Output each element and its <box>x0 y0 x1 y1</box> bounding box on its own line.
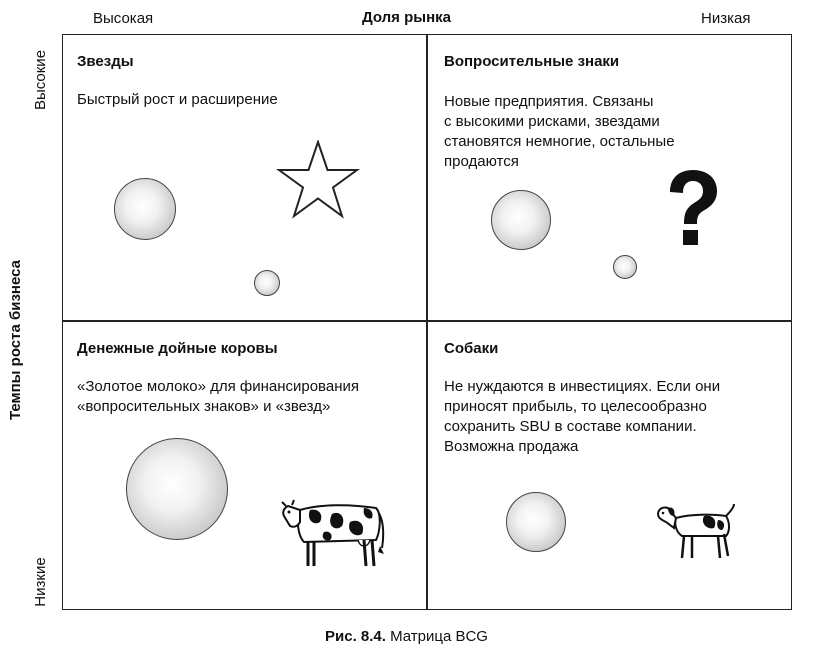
x-axis-title: Доля рынка <box>362 9 451 26</box>
question-marks-title: Вопросительные знаки <box>444 53 620 70</box>
x-axis-high-label: Высокая <box>93 10 154 27</box>
dogs-title: Собаки <box>444 340 499 357</box>
figure-number: Рис. 8.4. <box>325 628 386 645</box>
cash-cows-large-sphere <box>126 438 228 540</box>
cash-cows-title: Денежные дойные коровы <box>77 340 278 357</box>
stars-title: Звезды <box>77 53 134 70</box>
star-icon <box>276 140 360 220</box>
figure-title: Матрица BCG <box>385 628 488 645</box>
y-axis-title: Темпы роста бизнеса <box>7 259 24 421</box>
figure-caption <box>0 628 813 645</box>
question-mark-icon <box>662 168 722 248</box>
dog-icon <box>654 500 738 564</box>
cash-cows-description: «Золотое молоко» для финансирования «вопросительных знаков» и «звезд» <box>77 378 359 415</box>
dogs-description: Не нуждаются в инвестициях. Если они приносят прибыль, то целесообразно сохранить SBU в составе компании. Возможна продажа <box>444 378 721 455</box>
question-marks-description: Новые предприятия. Связаны с высокими рисками, звездами становятся немногие, остальные продаются <box>444 93 675 170</box>
stars-small-sphere <box>254 270 280 296</box>
x-axis-low-label: Низкая <box>701 10 751 27</box>
cow-icon <box>280 496 390 570</box>
matrix-horizontal-divider <box>62 320 792 322</box>
dogs-large-sphere <box>506 492 566 552</box>
question-marks-small-sphere <box>613 255 637 279</box>
stars-large-sphere <box>114 178 176 240</box>
y-axis-low-label: Низкие <box>32 557 49 607</box>
stars-description: Быстрый рост и расширение <box>77 91 278 108</box>
question-marks-large-sphere <box>491 190 551 250</box>
matrix-vertical-divider <box>426 34 428 610</box>
y-axis-high-label: Высокие <box>32 49 49 111</box>
